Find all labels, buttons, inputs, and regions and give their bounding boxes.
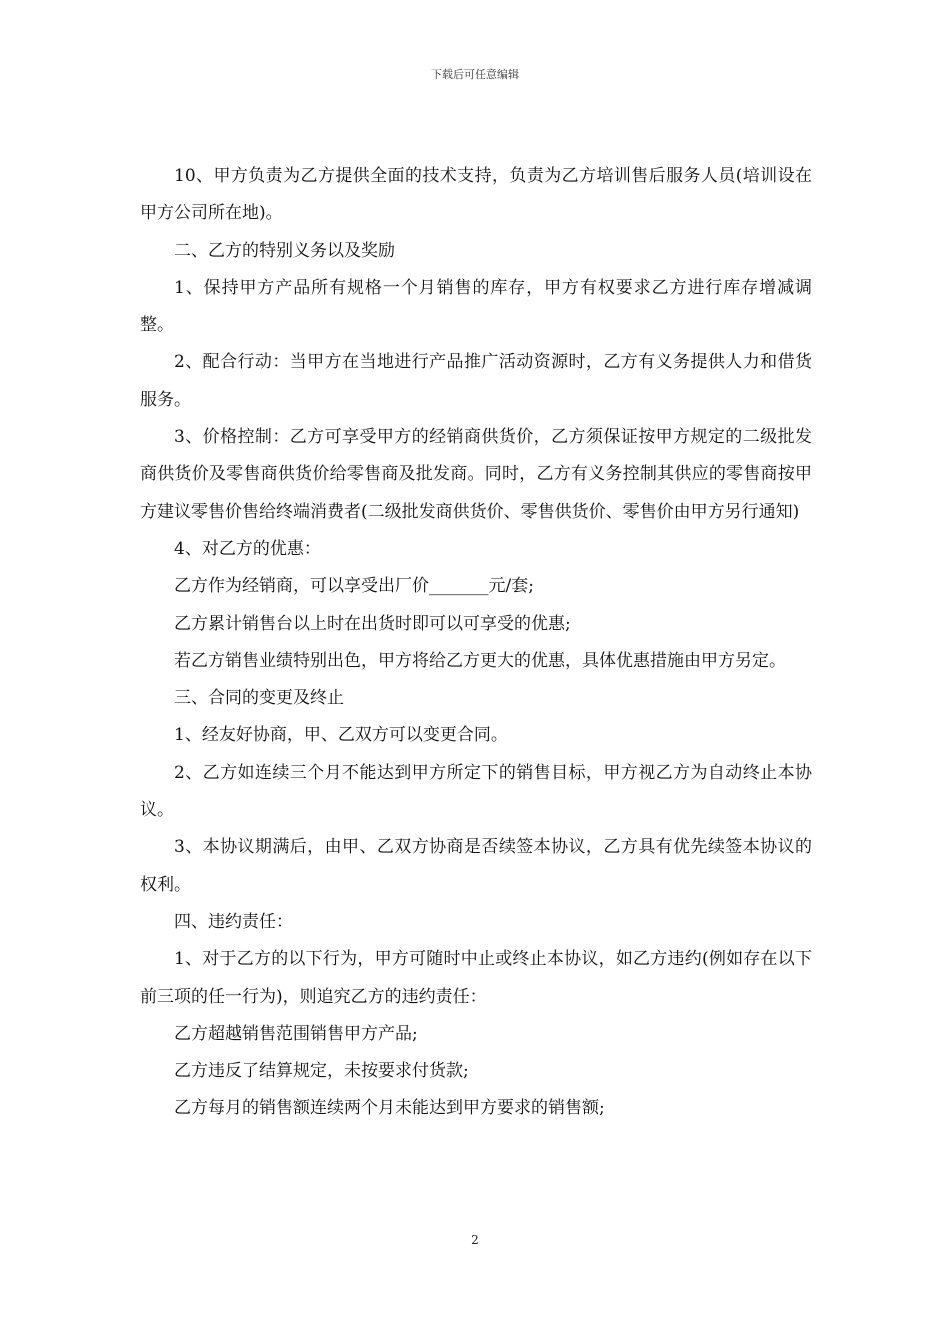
paragraph-change-by-agreement: 1、经友好协商，甲、乙双方可以变更合同。 (174, 725, 508, 746)
paragraph-tech-support: 10、甲方负责为乙方提供全面的技术支持，负责为乙方培训售后服务人员(培训设在甲方公司所在地)。 (140, 166, 812, 224)
paragraph-out-of-range-sales: 乙方超越销售范围销售甲方产品; (174, 1023, 418, 1044)
paragraph-discount-heading: 4、对乙方的优惠： (174, 538, 321, 559)
paragraph-outstanding-performance: 若乙方销售业绩特别出色，甲方将给乙方更大的优惠，具体优惠措施由甲方另定。 (174, 650, 786, 671)
paragraph-cooperation: 2、配合行动：当甲方在当地进行产品推广活动资源时，乙方有义务提供人力和借货服务。 (140, 352, 812, 410)
page-header-note: 下载后可任意编辑 (431, 68, 519, 81)
document-body (140, 158, 812, 1128)
paragraph-breach: 1、对于乙方的以下行为，甲方可随时中止或终止本协议，如乙方违约(例如存在以下前三项的任一行为)，则追究乙方的违约责任： (140, 949, 812, 1007)
paragraph-factory-price: 乙方作为经销商，可以享受出厂价_______元/套; (174, 576, 534, 597)
paragraph-inventory: 1、保持甲方产品所有规格一个月销售的库存，甲方有权要求乙方进行库存增减调整。 (140, 277, 812, 336)
paragraph-renewal: 3、本协议期满后，由甲、乙双方协商是否续签本协议，乙方具有优先续签本协议的权利。 (140, 837, 812, 895)
page-number: 2 (471, 1233, 479, 1247)
paragraph-price-control: 3、价格控制：乙方可享受甲方的经销商供货价，乙方须保证按甲方规定的二级批发商供货价及零售商供货价给零售商及批发商。同时，乙方有义务控制其供应的零售商按甲方建议零售价售给终端消费者(二级批发商供货价、零售供货价、零售价由甲方另行通知) (140, 427, 812, 522)
paragraph-cumulative-sales: 乙方累计销售台以上时在出货时即可以可享受的优惠; (174, 613, 571, 634)
paragraph-payment-violation: 乙方违反了结算规定，未按要求付货款; (174, 1061, 469, 1082)
section-heading-liability: 四、违约责任： (174, 911, 293, 932)
paragraph-sales-target-miss: 乙方每月的销售额连续两个月未能达到甲方要求的销售额; (174, 1098, 605, 1119)
section-heading-change-termination: 三、合同的变更及终止 (174, 688, 344, 709)
paragraph-auto-termination: 2、乙方如连续三个月不能达到甲方所定下的销售目标，甲方视乙方为自动终止本协议。 (140, 762, 812, 821)
section-heading-special-obligations: 二、乙方的特别义务以及奖励 (174, 240, 395, 261)
